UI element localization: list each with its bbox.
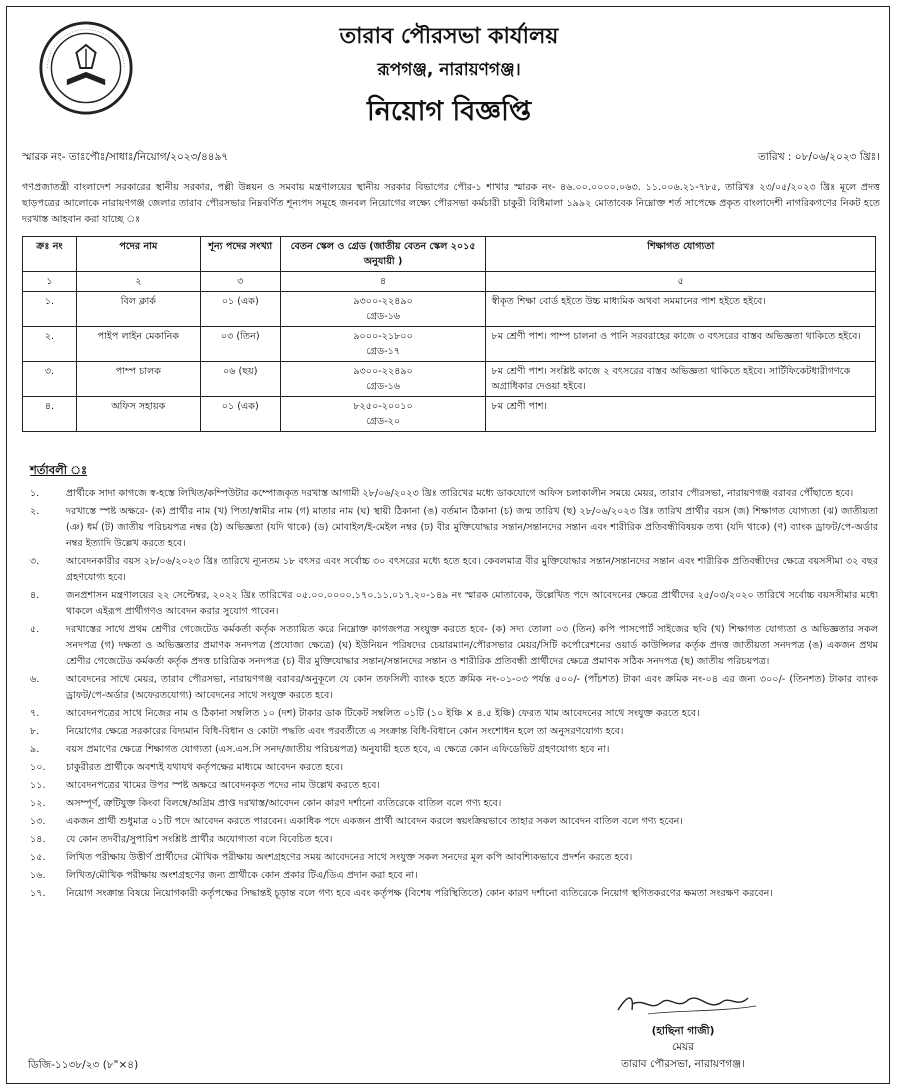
- row-qualification: ৮ম শ্রেণী পাশ।: [486, 397, 876, 432]
- notice-date: তারিখ : ০৮/০৬/২০২৩ খ্রিঃ।: [758, 151, 880, 163]
- table-row: [23, 327, 876, 362]
- row-qualification: ৮ম শ্রেণী পাশ। সংশ্লিষ্ট কাজে ২ বৎসরের বাস্তব অভিজ্ঞতা থাকিতে হইবে। সার্টিফিকেটধারীগণকে অগ্রাধিকার দেওয়া হইবে।: [486, 362, 876, 397]
- condition-number: ৯.: [30, 744, 40, 755]
- condition-number: ৩.: [30, 556, 40, 567]
- condition-text: একজন প্রার্থী শুধুমাত্র ০১টি পদে আবেদন করতে পারবেন। একাধিক পদে একজন প্রার্থী আবেদন করলে স্বয়ংক্রিয়ভাবে তাহার সকল আবেদন বাতিল বলে গণ্য হবেন।: [66, 816, 683, 827]
- conditions-title: শর্তাবলী ঃ: [30, 463, 88, 477]
- condition-text: দরখাস্তে স্পষ্ট অক্ষরে- (ক) প্রার্থীর নাম (খ) পিতা/স্বামীর নাম (গ) মাতার নাম (ঘ) স্থায়ী ঠিকানা (ঙ) বর্তমান ঠিকানা (চ) জন্ম তারিখ (ছ) ২৮/০৬/২০২৩ খ্রিঃ তারিখ প্রার্থীর বয়স (জ) শিক্ষাগত যোগ্যতা (ঝ) জাতীয়তা (ঞ) ধর্ম (ট) জাতীয় পরিচয়পত্র নম্বর (ঠ) অভিজ্ঞতা (যদি থাকে) (ড) মোবাইল/ই-মেইল নম্বর (ঢ) বীর মুক্তিযোদ্ধার সন্তান/সন্তানদের সন্তান এবং শারীরিক প্রতিবন্ধীবিষয়ক তথ্য (যদি থাকে) (ণ) ব্যাংক ড্রাফট/পে-অর্ডার নম্বর ইত্যাদি উল্লেখ করতে হবে।: [66, 506, 878, 549]
- condition-number: ৮.: [30, 726, 40, 737]
- grade-value: গ্রেড-১৬: [366, 311, 401, 322]
- condition-text: নিয়োগ সংক্রান্ত বিষয়ে নিয়োগকারী কর্তৃপক্ষের সিদ্ধান্তই চূড়ান্ত বলে গণ্য হবে এবং কর্তৃপক্ষ (বিশেষ পরিস্থিতিতে) কোন কারণ দর্শানো ব্যতিরেকে নিয়োগ স্থগিতকরণের ক্ষমতা সংরক্ষণ করবেন।: [66, 888, 773, 899]
- condition-item: [22, 778, 878, 794]
- row-vacancy: ০১ (এক): [200, 397, 280, 432]
- condition-text: আবেদনপত্রের খামের উপর স্পষ্ট অক্ষরে আবেদনকৃত পদের নাম উল্লেখ করতে হবে।: [66, 780, 380, 791]
- conditions-list: [22, 486, 878, 904]
- condition-number: ২.: [30, 506, 40, 517]
- header-post: পদের নাম: [76, 237, 200, 272]
- condition-text: দরখাস্তের সাথে প্রথম শ্রেণীর গেজেটেড কর্মকর্তা কর্তৃক সত্যায়িত করে নিম্নোক্ত কাগজপত্র সংযুক্ত করতে হবে- (ক) সদ্য তোলা ০৩ (তিন) কপি পাসপোর্ট সাইজের ছবি (খ) শিক্ষাগত যোগ্যতা ও অভিজ্ঞতার সকল সনদপত্র (গ) দক্ষতা ও অভিজ্ঞতার প্রমাণক সনদপত্র (প্রযোজ্য ক্ষেত্রে) (ঘ) ইউনিয়ন পরিষদের চেয়ারম্যান/পৌরসভার মেয়র/সিটি কর্পোরেশনের ওয়ার্ড কাউন্সিলর কর্তৃক প্রদত্ত জাতীয়তা সনদপত্র (ঙ) একজন প্রথম শ্রেণীর গেজেটেড কর্মকর্তা কর্তৃক প্রদত্ত চারিত্রিক সনদপত্র (চ) বীর মুক্তিযোদ্ধার সন্তান/সন্তানদের সন্তান ও শারীরিক প্রতিবন্ধী প্রার্থীদের ক্ষেত্রে প্রমাণক সঠিক সনদপত্র (ছ) জাতীয় পরিচয়পত্র।: [66, 624, 878, 667]
- condition-item: [22, 486, 878, 502]
- condition-number: ১২.: [30, 798, 46, 809]
- condition-text: লিখিত পরীক্ষায় উত্তীর্ণ প্রার্থীদের মৌখিক পরীক্ষায় অংশগ্রহণের সময় আবেদনের সাথে সংযুক্ত সকল সনদের মূল কপি আবশ্যিকভাবে প্রদর্শন করতে হবে।: [66, 852, 633, 863]
- condition-item: [22, 742, 878, 758]
- scale-value: ৯৩০০-২২৪৯০: [353, 366, 413, 377]
- signature-block: [588, 990, 778, 1073]
- condition-text: আবেদনপত্রের সাথে নিজের নাম ও ঠিকানা সম্বলিত ১০ (দশ) টাকার ডাক টিকেট সম্বলিত ০১টি (১০ ইঞ্চি × ৪.৫ ইঞ্চি) ফেরত খাম আবেদনের সাথে সংযুক্ত করতে হবে।: [66, 708, 700, 719]
- condition-number: ১৫.: [30, 852, 46, 863]
- signatory-title: মেয়র: [671, 1041, 695, 1053]
- memo-number: স্মারক নং- তাঃপৌঃ/সাধাঃ/নিয়োগ/২০২৩/৪৪৯৭: [22, 151, 229, 163]
- condition-item: [22, 672, 878, 704]
- condition-number: ৫.: [30, 624, 40, 635]
- condition-number: ৬.: [30, 674, 40, 685]
- grade-value: গ্রেড-১৬: [366, 381, 401, 392]
- scale-value: ৮২৫০-২০০১০: [353, 401, 413, 412]
- table-row: [23, 292, 876, 327]
- condition-number: ৪.: [30, 590, 40, 601]
- municipality-seal-icon: [38, 20, 134, 116]
- row-scale: [280, 292, 486, 327]
- notice-header: [150, 22, 748, 130]
- condition-number: ১৩.: [30, 816, 46, 827]
- table-header-row: [23, 237, 876, 272]
- condition-item: [22, 622, 878, 670]
- condition-item: [22, 850, 878, 866]
- row-serial: ৪.: [23, 397, 77, 432]
- office-address: রূপগঞ্জ, নারায়ণগঞ্জ।: [377, 60, 521, 80]
- condition-item: [22, 760, 878, 776]
- condition-text: প্রার্থীকে সাদা কাগজে স্ব-হস্তে লিখিত/কম্পিউটার কম্পোজকৃত দরখাস্ত আগামী ২৮/০৬/২০২৩ খ্রিঃ তারিখের মধ্যে ডাকযোগে অফিস চলাকালীন সময়ে মেয়র, তারাব পৌরসভা, নারায়ণগঞ্জ বরাবর পৌঁছাতে হবে।: [66, 488, 854, 499]
- reference-line: [22, 150, 880, 167]
- header-vacancy: শূন্য পদের সংখ্যা: [200, 237, 280, 272]
- row-serial: ২.: [23, 327, 77, 362]
- condition-item: [22, 554, 878, 586]
- condition-number: ১৬.: [30, 870, 46, 881]
- header-serial: ক্রঃ নং: [23, 237, 77, 272]
- row-qualification: ৮ম শ্রেণী পাশ। পাম্প চালনা ও পানি সরবরাহের কাজে ৩ বৎসরের বাস্তব অভিজ্ঞতা থাকিতে হইবে।: [486, 327, 876, 362]
- row-serial: ১.: [23, 292, 77, 327]
- column-number: ১: [23, 272, 77, 292]
- row-scale: [280, 327, 486, 362]
- table-row: [23, 362, 876, 397]
- signatory-office: তারাব পৌরসভা, নারায়ণগঞ্জ।: [621, 1058, 745, 1070]
- condition-text: অসম্পূর্ণ, ত্রুটিযুক্ত কিংবা বিলম্বে/অগ্রিম প্রাপ্ত দরখাস্ত/আবেদন কোন কারণ দর্শানো ব্যতিরেকে বাতিল বলে গণ্য হবে।: [66, 798, 502, 809]
- column-number: ৪: [280, 272, 486, 292]
- condition-item: [22, 886, 878, 902]
- signatory-name: (হাছিনা গাজী): [651, 1025, 715, 1037]
- condition-text: যে কোন তদবীর/সুপারিশ সংশ্লিষ্ট প্রার্থীর অযোগ্যতা বলে বিবেচিত হবে।: [66, 834, 333, 845]
- condition-text: চাকুরীরত প্রার্থীকে অবশ্যই যথাযথ কর্তৃপক্ষের মাধ্যমে আবেদন করতে হবে।: [66, 762, 344, 773]
- handwritten-signature: [588, 990, 778, 1018]
- row-post: পাইপ লাইন মেকানিক: [76, 327, 200, 362]
- condition-item: [22, 868, 878, 884]
- condition-item: [22, 706, 878, 722]
- condition-item: [22, 814, 878, 830]
- row-vacancy: ০১ (এক): [200, 292, 280, 327]
- condition-text: বয়স প্রমাণের ক্ষেত্রে শিক্ষাগত যোগ্যতা (এস.এস.সি সনদ/জাতীয় পরিচয়পত্র) অনুযায়ী হতে হবে, এ ক্ষেত্রে কোন এফিডেভিট গ্রহণযোগ্য হবে না।: [66, 744, 610, 755]
- office-name: তারাব পৌরসভা কার্যালয়: [339, 24, 559, 49]
- row-post: অফিস সহায়ক: [76, 397, 200, 432]
- row-serial: ৩.: [23, 362, 77, 397]
- row-vacancy: ০৩ (তিন): [200, 327, 280, 362]
- header-qualification: শিক্ষাগত যোগ্যতা: [486, 237, 876, 272]
- row-vacancy: ০৬ (ছয়): [200, 362, 280, 397]
- condition-text: নিয়োগের ক্ষেত্রে সরকারের বিদ্যমান বিধি-বিধান ও কোটা পদ্ধতি এবং পরবর্তীতে এ সংক্রান্ত বিধি-বিধানে কোন সংশোধন হলে তা অনুসরণযোগ্য হবে।: [66, 726, 624, 737]
- scale-value: ৯০০০-২১৮০০: [353, 331, 413, 342]
- condition-number: ১.: [30, 488, 40, 499]
- condition-number: ১৭.: [30, 888, 46, 899]
- condition-number: ১৪.: [30, 834, 46, 845]
- condition-text: লিখিত/মৌখিক পরীক্ষায় অংশগ্রহণের জন্য প্রার্থীকে কোন প্রকার টিএ/ডিএ প্রদান করা হবে না।: [66, 870, 418, 881]
- notice-title: নিয়োগ বিজ্ঞপ্তি: [366, 96, 532, 127]
- column-number-row: [23, 272, 876, 292]
- condition-number: ৭.: [30, 708, 40, 719]
- condition-number: ১১.: [30, 780, 46, 791]
- table-row: [23, 397, 876, 432]
- column-number: ৩: [200, 272, 280, 292]
- intro-paragraph: গণপ্রজাতন্ত্রী বাংলাদেশ সরকারের স্থানীয় সরকার, পল্লী উন্নয়ন ও সমবায় মন্ত্রণালয়ের স্থানীয় সরকার বিভাগের পৌর-১ শাখার স্মারক নং- ৪৬.০০.০০০০.০৬৩. ১১.০০৬.২১-৭৮৫, তারিখঃ ২৩/০৫/২০২৩ খ্রিঃ মূলে প্রদত্ত ছাড়পত্রের আলোকে নারায়ণগঞ্জ জেলার তারাব পৌরসভার নিম্নবর্ণিত শূন্যপদ সমূহে জনবল নিয়োগের লক্ষ্যে পৌরসভা কর্মচারী চাকুরী বিধিমালা ১৯৯২ মোতাবেক নিম্নোক্ত শর্ত সাপেক্ষে প্রকৃত বাংলাদেশী নাগরিকগণের নিকট হতে দরখাস্ত আহবান করা যাচ্ছে ঃ: [22, 182, 880, 225]
- header-scale: বেতন স্কেল ও গ্রেড (জাতীয় বেতন স্কেল ২০১৫ অনুযায়ী ): [280, 237, 486, 272]
- condition-item: [22, 504, 878, 552]
- scale-value: ৯৩০০-২২৪৯০: [353, 296, 413, 307]
- grade-value: গ্রেড-২০: [366, 416, 401, 427]
- row-scale: [280, 362, 486, 397]
- condition-text: আবেদনের সাথে মেয়র, তারাব পৌরসভা, নারায়ণগঞ্জ বরাবর/অনুকূলে যে কোন তফসিলী ব্যাংক হতে ক্রমিক নং-০১-০৩ পর্যন্ত ৫০০/- (পাঁচশত) টাকা এবং ক্রমিক নং-০৪ এর জন্য ৩০০/- (তিনশত) টাকার ব্যাংক ড্রাফট/পে-অর্ডার (অফেরতযোগ্য) আবেদনের সাথে সংযুক্ত করতে হবে।: [66, 674, 878, 701]
- condition-number: ১০.: [30, 762, 46, 773]
- row-qualification: স্বীকৃত শিক্ষা বোর্ড হইতে উচ্চ মাধ্যমিক অথবা সমমানের পাশ হইতে হইবে।: [486, 292, 876, 327]
- condition-text: জনপ্রশাসন মন্ত্রণালয়ের ২২ সেপ্টেম্বর, ২০২২ খ্রিঃ তারিখের ০৫.০০.০০০০.১৭০.১১.০১৭.২০-১৪৯ নং স্মারক মোতাবেক, উল্লেখিত পদে আবেদনের ক্ষেত্রে প্রার্থীদের ২৫/০৩/২০২০ তারিখে সর্বোচ্চ বয়সসীমার মধ্যে থাকলে এইরূপ প্রার্থীগণও আবেদন করার সুযোগ পাবেন।: [66, 590, 878, 617]
- row-scale: [280, 397, 486, 432]
- footer-dg-code: ডিজি-১১৩৮/২৩ (৮"×৪): [28, 1059, 139, 1071]
- condition-item: [22, 588, 878, 620]
- column-number: ৫: [486, 272, 876, 292]
- column-number: ২: [76, 272, 200, 292]
- posts-table: [22, 236, 876, 432]
- condition-item: [22, 832, 878, 848]
- condition-text: আবেদনকারীর বয়স ২৮/০৬/২০২৩ খ্রিঃ তারিখে ন্যূনতম ১৮ বৎসর এবং সর্বোচ্চ ৩০ বৎসরের মধ্যে হতে হবে। কেবলমাত্র বীর মুক্তিযোদ্ধার সন্তান/সন্তানদের সন্তান এবং শারীরিক প্রতিবন্ধীদের ক্ষেত্রে বয়সসীমা ৩২ বছর গ্রহণযোগ্য হবে।: [66, 556, 878, 583]
- row-post: পাম্প চালক: [76, 362, 200, 397]
- row-post: বিল ক্লার্ক: [76, 292, 200, 327]
- condition-item: [22, 724, 878, 740]
- condition-item: [22, 796, 878, 812]
- grade-value: গ্রেড-১৭: [366, 346, 401, 357]
